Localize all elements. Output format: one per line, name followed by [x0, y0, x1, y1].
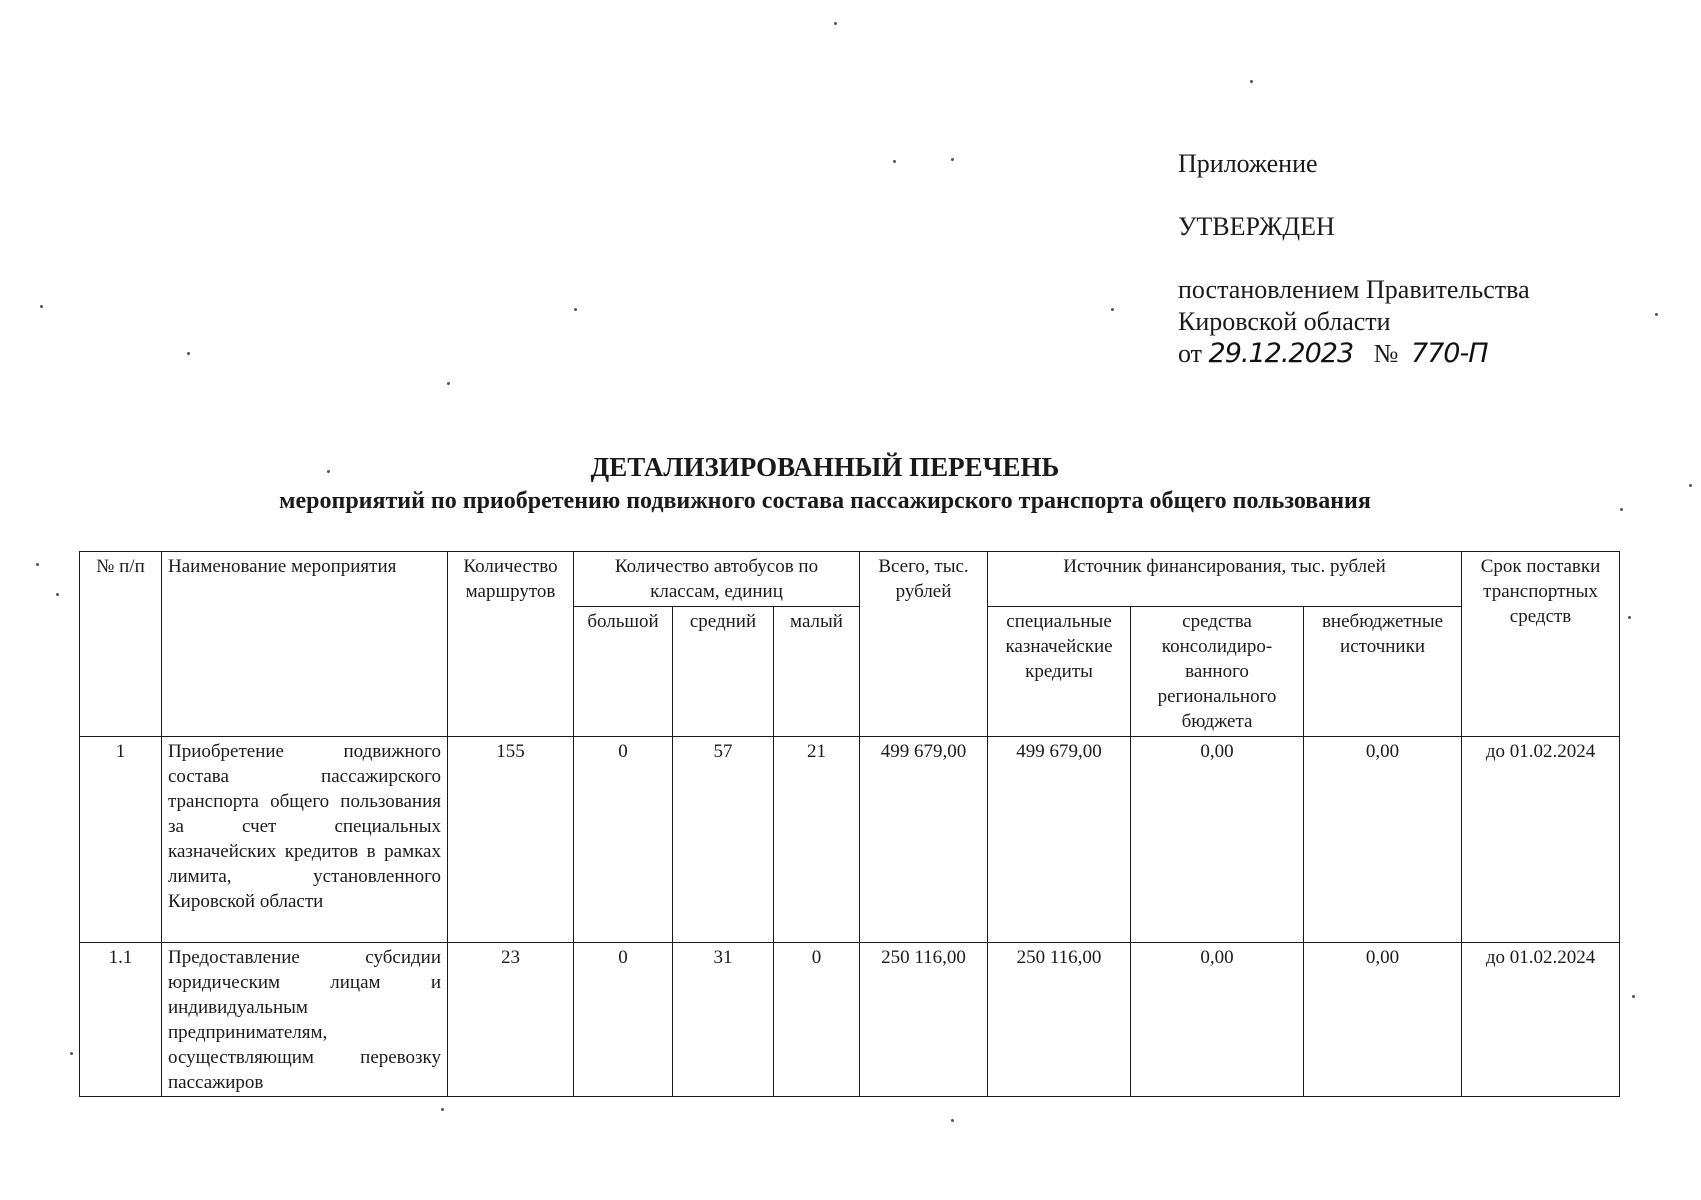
scan-speck [951, 158, 954, 161]
approval-block [1178, 148, 1530, 370]
cell-small: 0 [774, 943, 860, 1097]
header-bus-large: большой [574, 607, 673, 737]
scan-speck [1689, 484, 1692, 487]
cell-large: 0 [574, 943, 673, 1097]
table-row [80, 943, 1620, 1097]
decree-line-2: Кировской области [1178, 307, 1391, 336]
cell-deadline: до 01.02.2024 [1462, 737, 1620, 943]
scan-speck [1250, 80, 1253, 83]
cell-small: 21 [774, 737, 860, 943]
decree-date-line [1178, 338, 1530, 370]
cell-total: 250 116,00 [860, 943, 988, 1097]
scan-speck [70, 1052, 73, 1055]
appendix-label: Приложение [1178, 149, 1318, 178]
cell-num: 1 [80, 737, 162, 943]
scan-speck [36, 563, 39, 566]
cell-medium: 31 [673, 943, 774, 1097]
approved-label: УТВЕРЖДЕН [1178, 212, 1335, 241]
header-fund-treasury: специальные казначейские кредиты [988, 607, 1131, 737]
header-bus-medium: средний [673, 607, 774, 737]
cell-routes: 155 [448, 737, 574, 943]
cell-name: Приобретение подвижного состава пассажирского транспорта общего пользования за счет специальных казначейских кредитов в рамках лимита, установленного Кировской области [162, 737, 448, 943]
date-prefix: от [1178, 339, 1203, 368]
cell-medium: 57 [673, 737, 774, 943]
cell-extra: 0,00 [1304, 737, 1462, 943]
scan-speck [951, 1119, 954, 1122]
cell-num: 1.1 [80, 943, 162, 1097]
scan-speck [40, 305, 43, 308]
header-bus-small: малый [774, 607, 860, 737]
measures-table [79, 551, 1620, 1097]
header-fund-regional: средства консолидиро-ванного регионального бюджета [1131, 607, 1304, 737]
scan-speck [1632, 995, 1635, 998]
header-name: Наименование мероприятия [162, 552, 448, 737]
scan-speck [441, 1108, 444, 1111]
decree-line-1: постановлением Правительства [1178, 275, 1530, 304]
scan-speck [1628, 616, 1631, 619]
cell-treasury: 499 679,00 [988, 737, 1131, 943]
scan-speck [1620, 508, 1623, 511]
handwritten-date: 29.12.2023 [1208, 338, 1354, 369]
scan-speck [574, 308, 577, 311]
scan-speck [56, 593, 59, 596]
header-routes: Количество маршрутов [448, 552, 574, 737]
cell-treasury: 250 116,00 [988, 943, 1131, 1097]
header-funding-group: Источник финансирования, тыс. рублей [988, 552, 1462, 607]
document-title: ДЕТАЛИЗИРОВАННЫЙ ПЕРЕЧЕНЬ [590, 452, 1060, 482]
document-subtitle: мероприятий по приобретению подвижного состава пассажирского транспорта общего пользования [279, 488, 1371, 514]
cell-total: 499 679,00 [860, 737, 988, 943]
cell-regional: 0,00 [1131, 737, 1304, 943]
cell-routes: 23 [448, 943, 574, 1097]
scan-speck [834, 22, 837, 25]
header-deadline: Срок поставки транспортных средств [1462, 552, 1620, 737]
scan-speck [327, 470, 330, 473]
scan-speck [893, 160, 896, 163]
cell-deadline: до 01.02.2024 [1462, 943, 1620, 1097]
scan-speck [1111, 308, 1114, 311]
scan-speck [1655, 313, 1658, 316]
cell-extra: 0,00 [1304, 943, 1462, 1097]
cell-large: 0 [574, 737, 673, 943]
header-total: Всего, тыс. рублей [860, 552, 988, 737]
cell-name: Предоставление субсидии юридическим лицам и индивидуальным предпринимателям, осуществляющим перевозку пассажиров [168, 947, 441, 1092]
cell-name-wrapper [162, 943, 448, 1097]
handwritten-number: 770-П [1410, 338, 1488, 369]
scan-speck [187, 352, 190, 355]
cell-regional: 0,00 [1131, 943, 1304, 1097]
number-sign: № [1373, 339, 1399, 368]
table-row [80, 737, 1620, 943]
header-buses-group: Количество автобусов по классам, единиц [574, 552, 860, 607]
scan-speck [447, 382, 450, 385]
header-fund-extra: внебюджетные источники [1304, 607, 1462, 737]
header-num: № п/п [80, 552, 162, 737]
